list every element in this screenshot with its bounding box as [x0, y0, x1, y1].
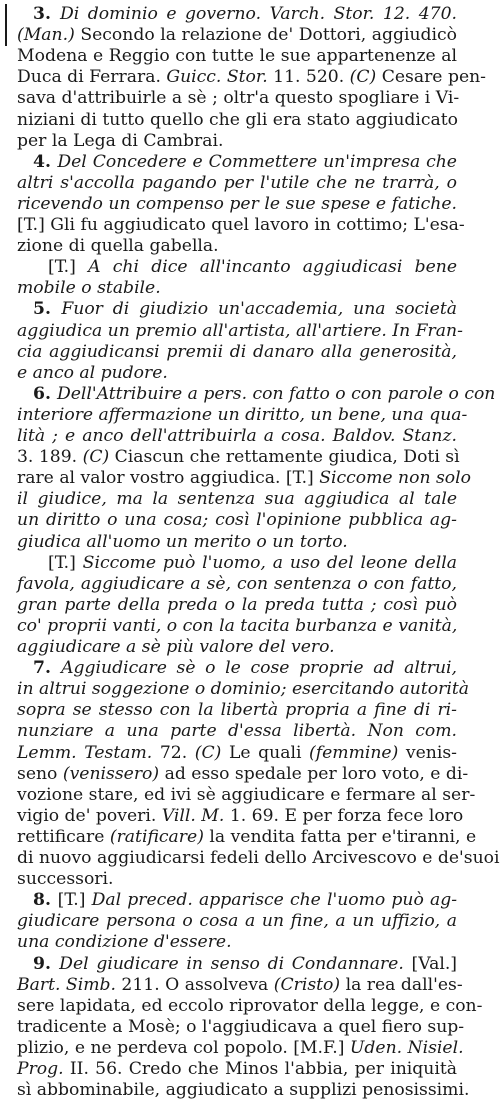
text-segment: 9.	[33, 953, 60, 974]
text-segment: ad esso spedale per loro voto, e di-	[159, 763, 469, 784]
text-line	[33, 383, 496, 406]
text-segment: [T.]	[48, 257, 89, 278]
text-segment: (C)	[349, 67, 377, 88]
text-segment: Guicc. Stor.	[166, 67, 268, 88]
text-segment: 6.	[33, 383, 57, 404]
text-line	[17, 699, 457, 722]
text-segment: il giudice, ma la sentenza sua aggiudica al tale	[17, 489, 457, 510]
text-segment: Aggiudicare sè o le cose proprie ad altrui,	[61, 658, 457, 679]
text-segment: Duca di Ferrara.	[17, 67, 167, 88]
text-line	[17, 974, 463, 997]
text-segment: Bart. Simb.	[17, 974, 116, 995]
text-segment: Dell'Attribuire a pers. con fatto o con parole o con	[56, 383, 496, 404]
text-segment: Cesare pen-	[376, 67, 486, 88]
text-line	[48, 552, 457, 575]
text-segment: 7.	[33, 658, 62, 679]
text-segment: (C)	[194, 742, 222, 763]
text-line	[17, 1037, 464, 1060]
text-segment: Secondo la relazione de' Dottori, aggiudicò	[74, 25, 457, 46]
text-segment: altri s'accolla pagando per l'utile che ne trarrà, o	[17, 172, 457, 193]
text-segment: ricevendo un compenso per le sue spese e fatiche.	[17, 193, 457, 214]
text-segment: lità ; e anco dell'attribuirla a cosa. Baldov. Stanz.	[17, 426, 457, 446]
text-segment: zione di quella gabella.	[17, 236, 219, 257]
text-line	[17, 615, 457, 638]
text-segment: II. 56. Credo che Minos l'abbia, per iniquità	[63, 1059, 457, 1079]
text-line	[17, 826, 477, 849]
text-segment: vigio de' poveri.	[17, 805, 162, 826]
text-segment: (femmine)	[309, 742, 399, 763]
text-segment: favola, aggiudicare a sè, con sentenza o con fatto,	[17, 573, 457, 594]
text-line	[17, 573, 457, 596]
text-segment: Fuor di giudizio un'accademia, una società	[61, 299, 457, 320]
text-segment: Dal preced. apparisce che l'uomo può ag-	[91, 890, 457, 911]
text-segment: e anco al pudore.	[17, 362, 168, 383]
text-line	[17, 130, 457, 153]
text-segment: Siccome può l'uomo, a uso del leone della	[82, 552, 457, 573]
text-line	[17, 467, 471, 490]
text-segment: [T.]	[57, 890, 92, 911]
text-segment: rare al valor vostro aggiudica. [T.]	[17, 468, 320, 489]
text-line	[17, 341, 457, 364]
text-line	[33, 298, 457, 321]
text-segment: Lemm. Testam.	[17, 742, 153, 763]
text-line	[17, 868, 457, 891]
text-line	[17, 320, 463, 343]
text-line	[33, 657, 457, 680]
text-segment: [T.]	[48, 552, 83, 573]
text-segment: una condizione d'essere.	[17, 932, 232, 953]
text-line	[17, 87, 460, 110]
text-line	[17, 636, 457, 659]
text-line	[17, 109, 457, 132]
text-segment: venis-	[398, 742, 457, 763]
text-segment: gran parte della preda o la preda tutta ; così può	[17, 594, 457, 615]
text-line	[17, 742, 457, 765]
text-segment: niziani di tutto quello che gli era stato aggiudicato	[17, 109, 459, 130]
text-line	[33, 3, 457, 26]
text-segment: giudicare persona o cosa a un fine, a un uffizio, a	[17, 911, 457, 932]
text-line	[17, 24, 457, 47]
text-segment: [T.] Gli fu aggiudicato quel lavoro in cottimo; L'esa-	[17, 215, 465, 235]
text-line	[17, 678, 469, 701]
text-segment: Modena e Reggio con tutte le sue appartenenze al	[17, 46, 457, 67]
text-segment: di nuovo aggiudicarsi fedeli dello Arcivescovo e de'suoi	[17, 848, 500, 868]
text-line	[17, 235, 457, 258]
text-segment: (venissero)	[62, 763, 160, 784]
text-segment: Siccome non solo	[319, 468, 471, 489]
text-segment: giudica all'uomo un merito o un torto.	[17, 531, 348, 552]
text-line	[17, 193, 457, 216]
text-line	[17, 784, 476, 807]
text-line	[17, 277, 457, 300]
text-line	[17, 404, 468, 427]
text-line	[17, 214, 465, 237]
text-segment: nunziare a una parte d'essa libertà. Non com.	[17, 721, 457, 742]
text-segment: Uden. Nisiel.	[349, 1037, 464, 1058]
text-line	[17, 995, 483, 1018]
text-segment: sere lapidata, ed eccolo riprovator della legge, e con-	[17, 995, 483, 1016]
text-segment: in altrui soggezione o dominio; esercitando autorità	[17, 679, 469, 700]
text-segment: per la Lega di Cambrai.	[17, 130, 224, 151]
text-line	[17, 446, 460, 469]
text-segment: la vendita fatta per e'tiranni, e	[203, 826, 477, 847]
text-line	[17, 805, 464, 828]
text-segment: 1. 69. E per forza fece loro	[224, 805, 464, 826]
text-segment: 11. 520.	[267, 67, 350, 88]
text-line	[17, 425, 457, 448]
text-segment: 72.	[152, 742, 195, 763]
text-segment: Vill. M.	[161, 805, 225, 826]
text-segment: 211. O assolveva	[115, 974, 274, 995]
text-line	[17, 910, 457, 933]
text-line	[33, 151, 457, 174]
text-segment: 4.	[33, 151, 58, 172]
text-line	[17, 531, 457, 554]
text-line	[48, 256, 457, 279]
text-segment: plizio, e ne perdeva col popolo. [M.F.]	[17, 1037, 350, 1058]
text-segment: Ciascun che rettamente giudica, Doti sì	[109, 447, 460, 468]
text-line	[17, 45, 457, 68]
text-segment: aggiudicare a sè più valore del vero.	[17, 637, 335, 657]
text-segment: 8.	[33, 890, 58, 911]
text-segment: (Cristo)	[273, 974, 341, 995]
text-line	[17, 594, 457, 617]
text-segment: [Val.]	[403, 953, 457, 974]
text-line	[17, 362, 457, 385]
text-line	[17, 488, 457, 511]
text-segment: Prog.	[17, 1059, 64, 1079]
text-segment: sava d'attribuirle a sè ; oltr'a questo spogliare i Vi-	[17, 88, 460, 109]
text-segment: Del giudicare in senso di Condannare.	[59, 953, 404, 974]
text-segment: mobile o stabile.	[17, 278, 161, 299]
text-segment: sopra se stesso con la libertà propria a fine di ri-	[17, 700, 457, 721]
column-rule	[5, 4, 7, 46]
text-line	[17, 763, 469, 786]
text-line	[17, 847, 500, 870]
text-segment: 3. 189.	[17, 447, 83, 468]
text-segment: rettificare	[17, 826, 110, 847]
text-segment: vozione stare, ed ivi sè aggiudicare e fermare al ser-	[17, 784, 476, 805]
text-line	[17, 1016, 465, 1039]
text-line	[17, 720, 457, 743]
text-segment: co' proprii vanti, o con la tacita burbanza e vanità,	[17, 615, 458, 636]
text-line	[33, 953, 457, 976]
text-line	[17, 172, 457, 195]
text-segment: interiore affermazione un diritto, un bene, una qua-	[17, 404, 468, 425]
text-line	[17, 1079, 470, 1102]
text-segment: un diritto o una cosa; così l'opinione pubblica ag-	[17, 510, 457, 531]
text-segment: tradicente a Mosè; o l'aggiudicava a quel fiero sup-	[17, 1016, 465, 1037]
text-line	[17, 1058, 457, 1081]
text-segment: A chi dice all'incanto aggiudicasi bene	[88, 257, 458, 278]
text-segment: 5.	[33, 299, 62, 320]
text-segment: sì abbominabile, aggiudicato a supplizi penosissimi.	[17, 1080, 470, 1101]
text-line	[17, 66, 486, 89]
text-line	[17, 931, 457, 954]
text-segment: (Man.)	[17, 25, 75, 46]
text-segment: (C)	[82, 447, 110, 468]
text-segment: Di dominio e governo. Varch. Stor. 12. 470.	[59, 4, 457, 24]
text-line	[17, 509, 457, 532]
text-segment: la rea dall'es-	[340, 974, 463, 995]
text-segment: aggiudica un premio all'artista, all'artiere. In Fran-	[17, 320, 463, 341]
text-segment: successori.	[17, 869, 114, 890]
text-segment: cia aggiudicansi premii di danaro alla generosità,	[17, 341, 457, 362]
text-segment: seno	[17, 763, 63, 784]
text-segment: Le quali	[221, 742, 310, 763]
text-segment: (ratificare)	[109, 826, 204, 847]
text-segment: Del Concedere e Commettere un'impresa che	[57, 151, 457, 172]
text-segment: 3.	[33, 4, 60, 24]
text-line	[33, 889, 457, 912]
